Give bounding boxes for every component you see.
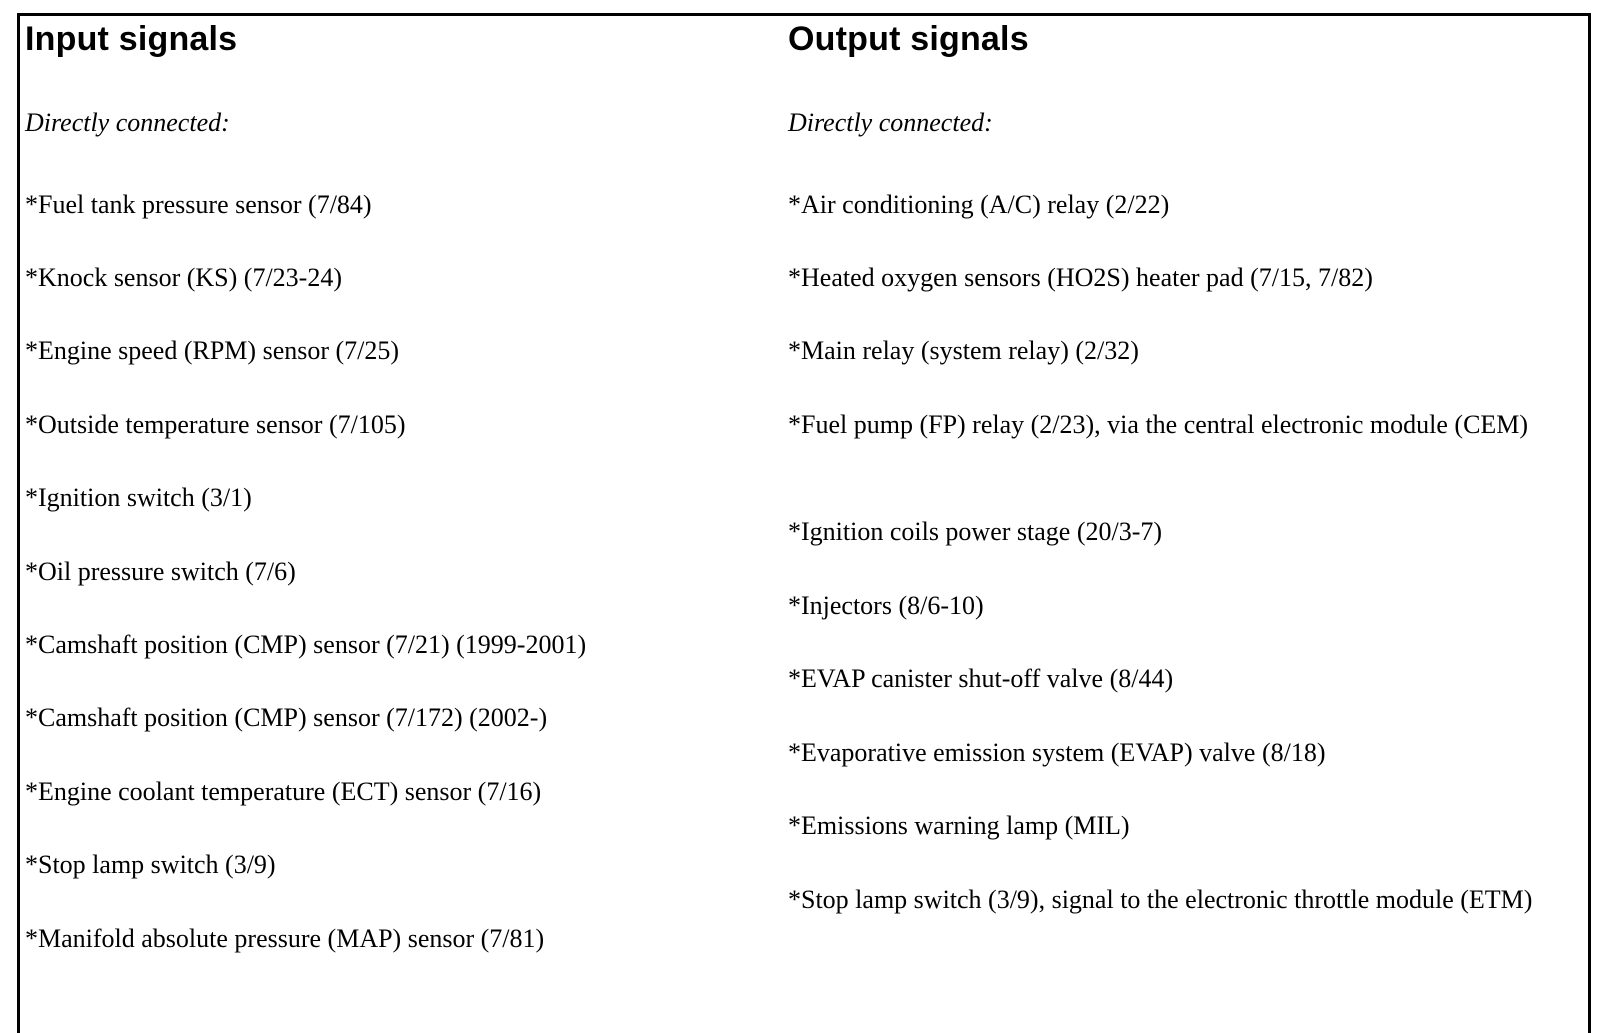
- input-item-manifold-absolute-pressure-sensor: *Manifold absolute pressure (MAP) sensor (7/81): [25, 924, 545, 953]
- output-item-emissions-warning-lamp: *Emissions warning lamp (MIL): [788, 811, 1130, 840]
- input-signals-heading: Input signals: [25, 20, 238, 58]
- input-item-outside-temperature-sensor: *Outside temperature sensor (7/105): [25, 410, 406, 439]
- input-directly-connected-label: Directly connected:: [25, 108, 230, 137]
- output-item-main-relay: *Main relay (system relay) (2/32): [788, 336, 1139, 365]
- output-directly-connected-label: Directly connected:: [788, 108, 993, 137]
- input-item-oil-pressure-switch: *Oil pressure switch (7/6): [25, 557, 296, 586]
- input-item-ignition-switch: *Ignition switch (3/1): [25, 483, 252, 512]
- input-item-engine-coolant-temperature-sensor: *Engine coolant temperature (ECT) sensor (7/16): [25, 777, 542, 806]
- output-item-ignition-coils-power-stage: *Ignition coils power stage (20/3-7): [788, 517, 1163, 546]
- input-item-camshaft-position-sensor-2: *Camshaft position (CMP) sensor (7/172) (2002-): [25, 703, 548, 732]
- input-item-camshaft-position-sensor-1: *Camshaft position (CMP) sensor (7/21) (1999-2001): [25, 630, 587, 659]
- output-item-fuel-pump-relay: *Fuel pump (FP) relay (2/23), via the central electronic module (CEM): [788, 410, 1529, 439]
- output-signals-heading: Output signals: [788, 20, 1029, 58]
- input-item-fuel-tank-pressure-sensor: *Fuel tank pressure sensor (7/84): [25, 190, 372, 219]
- input-item-stop-lamp-switch: *Stop lamp switch (3/9): [25, 850, 276, 879]
- input-item-engine-speed-sensor: *Engine speed (RPM) sensor (7/25): [25, 336, 400, 365]
- signals-table: [17, 13, 1591, 1033]
- output-item-ho2s-heater-pad: *Heated oxygen sensors (HO2S) heater pad (7/15, 7/82): [788, 263, 1373, 292]
- input-item-knock-sensor: *Knock sensor (KS) (7/23-24): [25, 263, 343, 292]
- output-item-evap-valve: *Evaporative emission system (EVAP) valve (8/18): [788, 738, 1326, 767]
- output-item-stop-lamp-switch-etm: *Stop lamp switch (3/9), signal to the electronic throttle module (ETM): [788, 885, 1533, 914]
- output-item-injectors: *Injectors (8/6-10): [788, 591, 984, 620]
- output-item-ac-relay: *Air conditioning (A/C) relay (2/22): [788, 190, 1170, 219]
- output-item-evap-canister-shutoff-valve: *EVAP canister shut-off valve (8/44): [788, 664, 1174, 693]
